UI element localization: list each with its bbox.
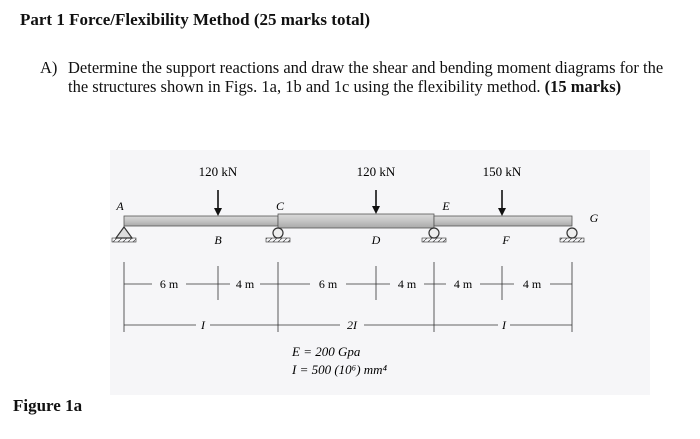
span-label-de: 4 m: [397, 277, 417, 291]
inertia-label-ac: I: [201, 318, 205, 332]
inertia-label-eg: I: [502, 318, 506, 332]
load-label-f: 150 kN: [482, 164, 522, 179]
span-label-ab: 6 m: [159, 277, 179, 291]
point-label-a: A: [116, 199, 124, 213]
span-label-cd: 6 m: [318, 277, 338, 291]
load-label-d: 120 kN: [356, 164, 396, 179]
page-heading: Part 1 Force/Flexibility Method (25 marks total): [20, 10, 370, 29]
point-label-c: C: [275, 199, 285, 213]
figure-caption: Figure 1a: [13, 396, 83, 415]
question-body: Determine the support reactions and draw the shear and bending moment diagrams for the the structures shown in Figs. 1a, 1b and 1c using the flexibility method.: [68, 58, 664, 96]
inertia-label-ce: 2I: [347, 318, 357, 332]
span-label-bc: 4 m: [235, 277, 255, 291]
modulus-text: E = 200 Gpa: [292, 344, 361, 359]
point-label-b: B: [214, 233, 222, 247]
beam-figure: [110, 150, 650, 395]
beam-diagram: [110, 150, 650, 395]
beam-segment-middle: [278, 214, 434, 228]
question-marks: (15 marks): [544, 77, 622, 96]
question-text: [68, 58, 680, 96]
beam-segment-left: [124, 216, 278, 226]
point-label-e: E: [442, 199, 450, 213]
point-label-g: G: [589, 211, 599, 225]
question-label: A): [40, 58, 58, 77]
figure-background: [110, 150, 650, 395]
load-label-b: 120 kN: [198, 164, 238, 179]
span-label-fg: 4 m: [522, 277, 542, 291]
point-label-d: D: [371, 233, 381, 247]
point-label-f: F: [502, 233, 510, 247]
span-label-ef: 4 m: [453, 277, 473, 291]
beam-segment-right: [434, 216, 572, 226]
moment-of-inertia-text: I = 500 (10⁶) mm⁴: [292, 362, 388, 377]
